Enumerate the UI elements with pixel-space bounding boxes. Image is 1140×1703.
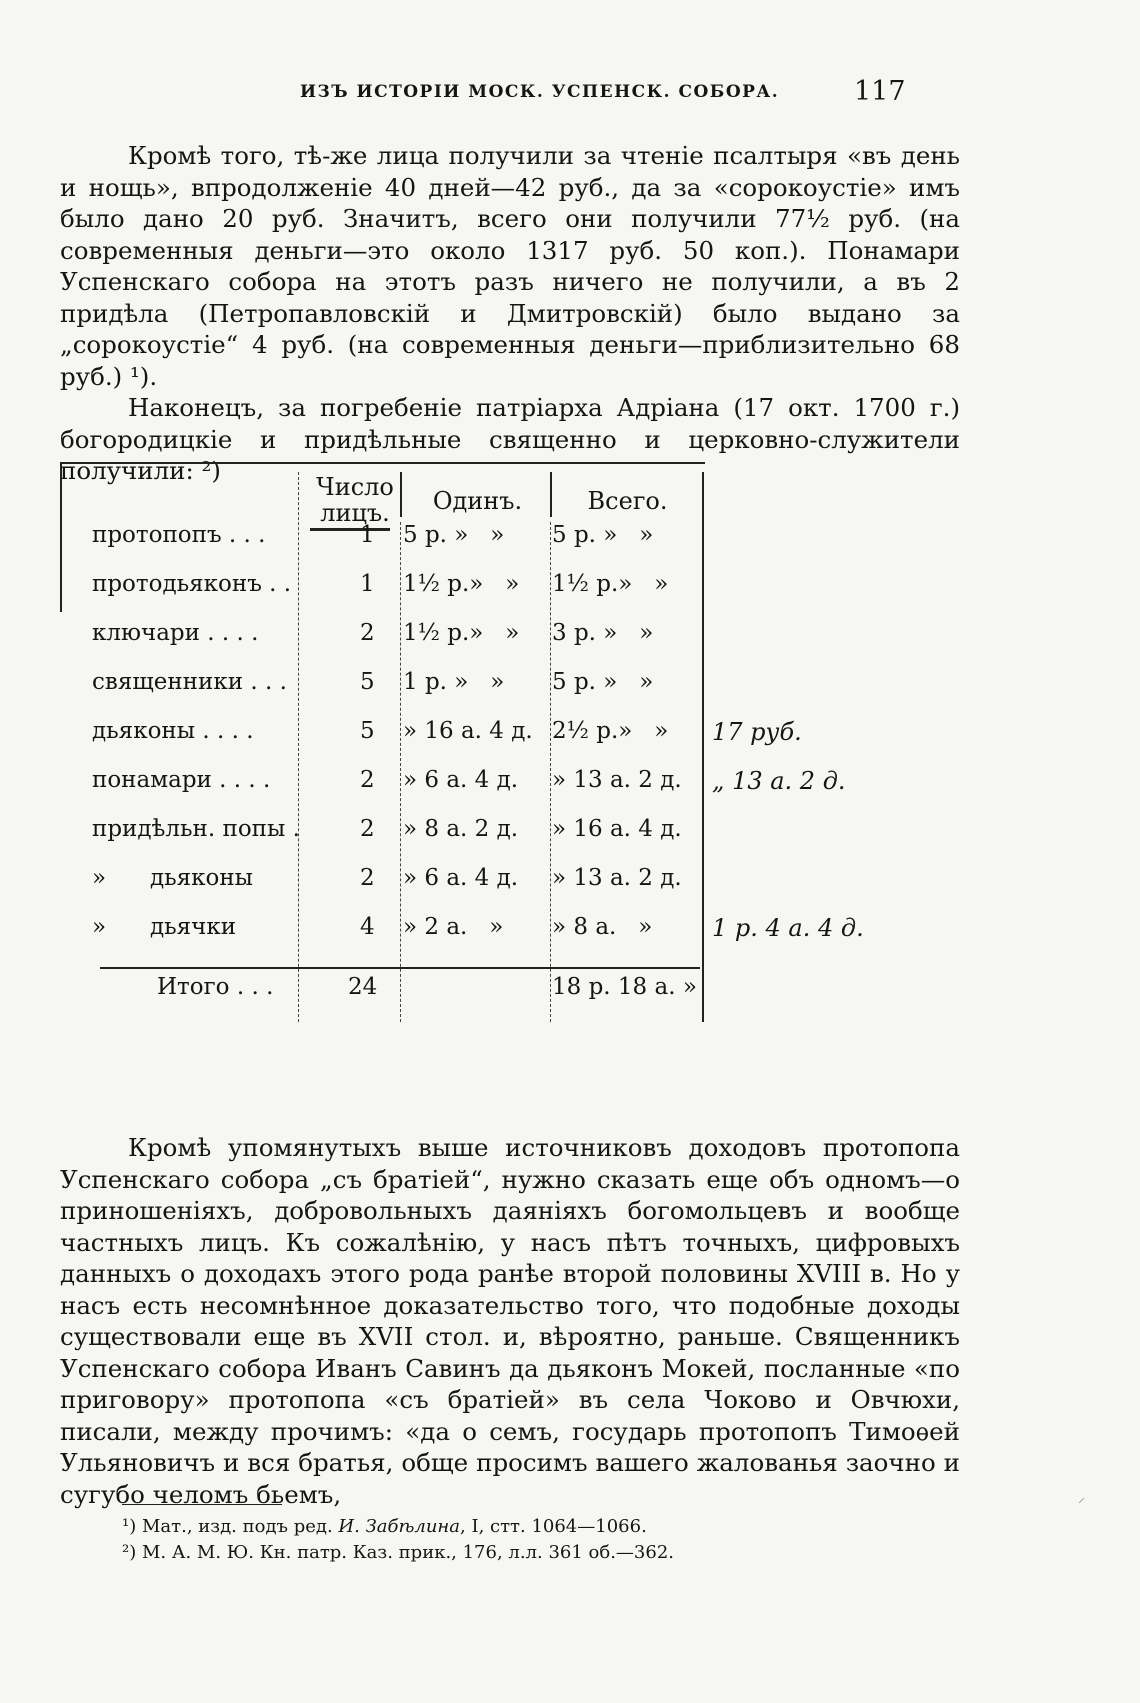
table-left-rule [60,462,62,612]
header-total: Всего. [587,487,668,515]
row-name: » дьяконы [92,865,253,891]
row-note: „ 13 а. 2 д. [712,767,846,795]
footnote-1-editor: И. Забѣлина [338,1516,461,1537]
row-count: 4 [360,914,375,940]
row-count: 1 [360,571,375,597]
row-name: протодьяконъ . . [92,571,292,597]
count-header-rule [310,528,390,531]
row-count: 5 [360,669,375,695]
paragraph-2: Наконецъ, за погребеніе патріарха Адріана (17 окт. 1700 г.) богородицкіе и придѣльные священно и церковно-служители получили: ²) [60,393,960,485]
row-name: придѣльн. попы . [92,816,300,842]
col-divider-name [298,472,299,1022]
footnote-2-text: М. А. М. Ю. Кн. патр. Каз. прик., 176, л.л. 361 об.—362. [141,1542,674,1563]
footnote-2 [122,1540,922,1566]
header-count-line1: Число [316,473,394,501]
row-each: 1½ р.» » [403,620,520,646]
paragraph-3: Кромѣ упомянутыхъ выше источниковъ доходовъ протопопа Успенскаго собора „съ братіей“, нужно сказать еще объ одномъ—о приношеніяхъ, добровольныхъ даяніяхъ богомольцевъ и вообще частныхъ лицъ. Къ сожалѣнію, у насъ пѣтъ точныхъ, цифровыхъ данныхъ о доходахъ этого рода ранѣе второй половины XVIII в. Но у насъ есть несомнѣнное доказательство того, что подобные доходы существовали еще въ XVII стол. и, вѣроятно, раньше. Священникъ Успенскаго собора Иванъ Савинъ да дьяконъ Мокей, посланные «по приговору» протопопа «съ братіей» въ села Чоково и Овчюхи, писали, между прочимъ: «да о семъ, государь протопопъ Тимоѳей Ульяновичъ и вся братья, обще просимъ вашего жалованья заочно и сугубо челомъ бьемъ, [60,1133,960,1509]
payment-table [60,462,1060,1122]
body-text-bottom [60,1132,960,1510]
row-each: 5 р. » » [403,522,505,548]
total-sum: 18 р. 18 а. » [552,974,697,1000]
total-count: 24 [348,974,378,1000]
footnote-1 [122,1514,922,1540]
page-header [0,76,1140,116]
paragraph-1: Кромѣ того, тѣ-же лица получили за чтеніе псалтыря «въ день и нощь», впродолженіе 40 дней—42 руб., да за «сорокоустіе» имъ было дано 20 руб. Значитъ, всего они получили 77½ руб. (на современныя деньги—это около 1317 руб. 50 коп.). Понамари Успенскаго собора на этотъ разъ ничего не получили, а въ 2 придѣла (Петропавловскій и Дмитровскій) было выдано за „сорокоустіе“ 4 руб. (на современныя деньги—приблизительно 68 руб.) ¹). [60,141,960,391]
row-each: 1 р. » » [403,669,505,695]
total-label: Итого . . . [157,974,274,1000]
footnote-1-text: Мат., изд. подъ ред. [141,1516,339,1537]
row-note: 1 р. 4 а. 4 д. [712,914,864,942]
row-total: » 8 а. » [552,914,653,940]
pencil-mark: ⸝ [1078,1490,1085,1506]
table-top-rule [60,462,705,464]
row-total: » 13 а. 2 д. [552,767,682,793]
row-count: 2 [360,767,375,793]
row-name: » дьячки [92,914,237,940]
header-count [310,474,400,526]
total-rule [100,967,700,969]
header-each: Одинъ. [432,487,523,515]
table-right-rule [702,472,704,1022]
row-count: 2 [360,816,375,842]
header-divider-2 [550,472,552,517]
col-divider-count [400,522,401,1022]
body-text-top [60,140,960,487]
row-name: протопопъ . . . [92,522,266,548]
row-name: священники . . . [92,669,287,695]
row-name: дьяконы . . . . [92,718,254,744]
row-note: 17 руб. [712,718,802,746]
row-count: 5 [360,718,375,744]
row-total: 3 р. » » [552,620,654,646]
header-count-line2: лицъ. [320,499,390,527]
row-each: » 2 а. » [403,914,504,940]
row-total: » 16 а. 4 д. [552,816,682,842]
row-name: понамари . . . . [92,767,271,793]
row-name: ключари . . . . [92,620,259,646]
row-count: 2 [360,620,375,646]
row-count: 2 [360,865,375,891]
row-each: » 8 а. 2 д. [403,816,519,842]
running-title: ИЗЪ ИСТОРІИ МОСК. УСПЕНСК. СОБОРА. [300,82,780,102]
footnote-1-ref: , I, стт. 1064—1066. [460,1516,647,1537]
header-divider-1 [400,472,402,517]
row-total: 2½ р.» » [552,718,669,744]
footnote-2-mark: ²) [122,1542,137,1563]
row-total: » 13 а. 2 д. [552,865,682,891]
row-total: 1½ р.» » [552,571,669,597]
page-number: 117 [854,76,906,107]
footnote-1-mark: ¹) [122,1516,137,1537]
footnote-rule [122,1504,282,1505]
row-total: 5 р. » » [552,522,654,548]
col-divider-each [550,522,551,1022]
row-each: » 6 а. 4 д. [403,767,519,793]
row-each: » 16 а. 4 д. [403,718,533,744]
row-total: 5 р. » » [552,669,654,695]
row-each: 1½ р.» » [403,571,520,597]
row-each: » 6 а. 4 д. [403,865,519,891]
row-count: 1 [360,522,375,548]
footnotes [122,1514,922,1566]
